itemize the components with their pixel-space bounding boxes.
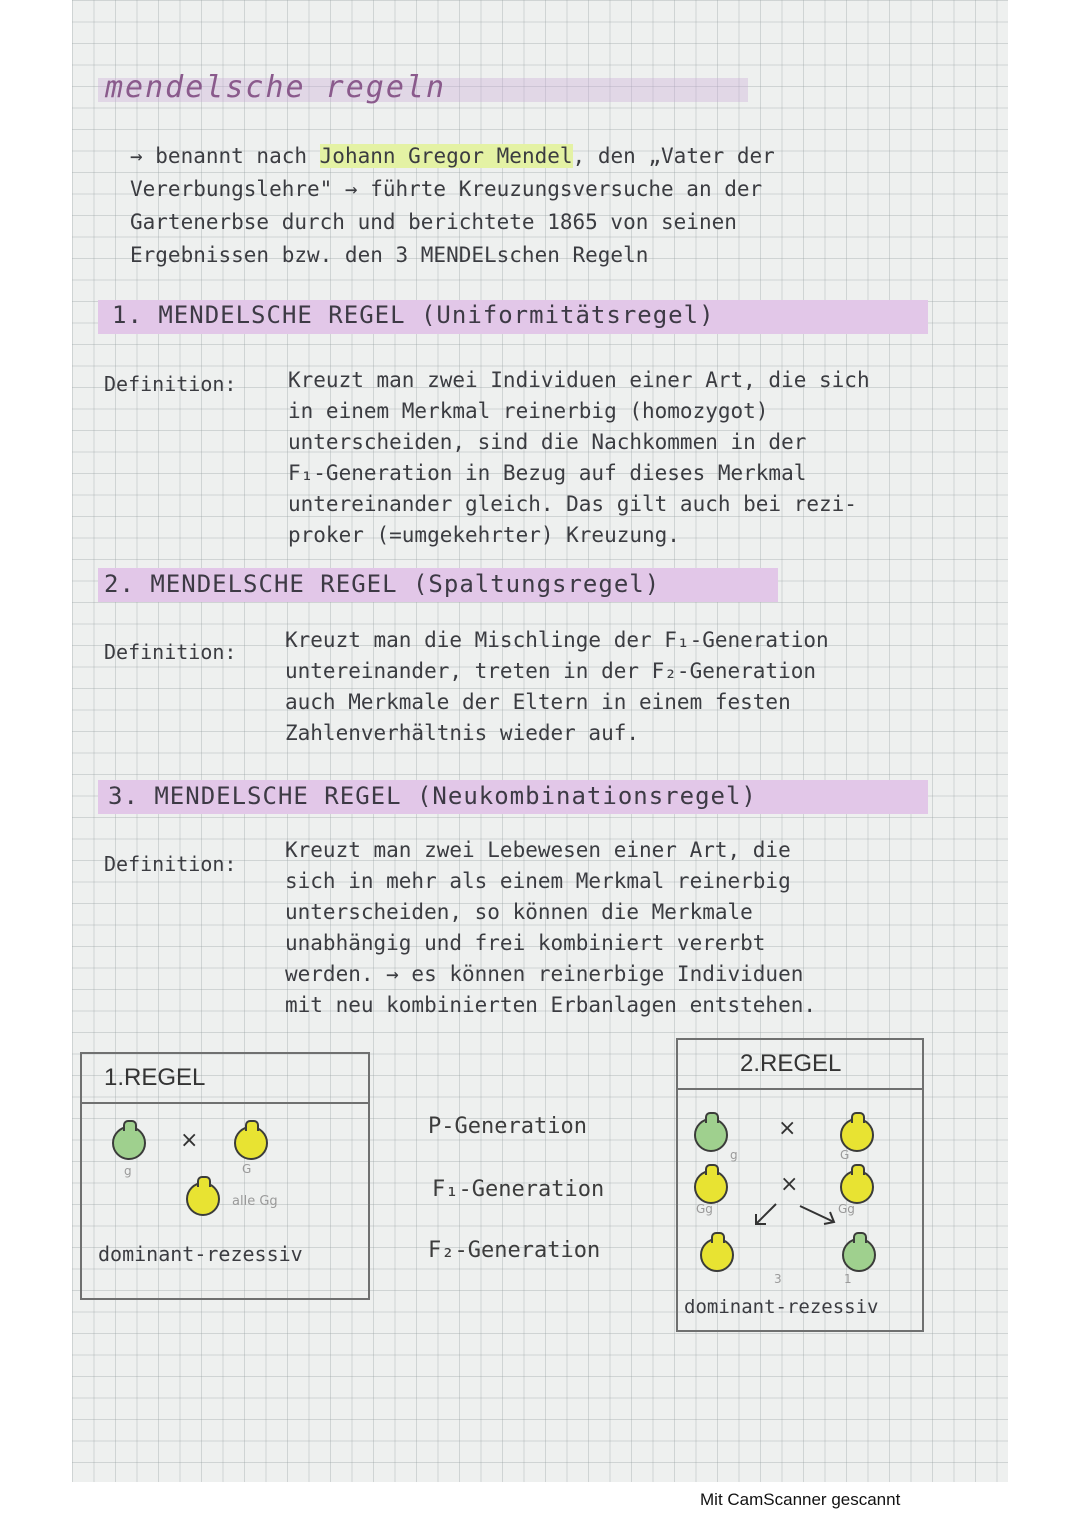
box1-title: 1.REGEL: [104, 1064, 206, 1091]
genotype-label: G: [242, 1162, 252, 1176]
rule2-definition: [285, 625, 829, 749]
green-pea-icon: [842, 1238, 876, 1272]
scanner-footer: Mit CamScanner gescannt: [700, 1490, 901, 1509]
definition-line: untereinander, treten in der F₂-Generation: [285, 659, 817, 683]
definition-line: Kreuzt man zwei Individuen einer Art, die sich: [288, 368, 870, 392]
p-generation-label: P-Generation: [428, 1114, 587, 1139]
definition-line: untereinander gleich. Das gilt auch bei rezi-: [288, 492, 857, 516]
intro-paragraph: [130, 140, 775, 272]
definition-line: sich in mehr als einem Merkmal reinerbig: [285, 869, 791, 893]
definition-line: unterscheiden, sind die Nachkommen in der: [288, 430, 807, 454]
rule1-title: 1. MENDELSCHE REGEL (Uniformitätsregel): [112, 301, 715, 329]
box2-caption: dominant-rezessiv: [684, 1296, 879, 1318]
genotype-label: Gg: [838, 1202, 855, 1216]
genotype-label: G: [840, 1148, 850, 1162]
yellow-pea-icon: [234, 1126, 268, 1160]
green-pea-icon: [112, 1126, 146, 1160]
f2-generation-label: F₂-Generation: [428, 1238, 601, 1263]
definition-line: proker (=umgekehrter) Kreuzung.: [288, 523, 680, 547]
offspring-label: alle Gg: [232, 1194, 278, 1209]
yellow-pea-icon: [840, 1170, 874, 1204]
rule3-title: 3. MENDELSCHE REGEL (Neukombinationsregel): [108, 782, 757, 810]
intro-line: Ergebnissen bzw. den 3 MENDELschen Regeln: [130, 243, 649, 267]
definition-line: unabhängig und frei kombiniert vererbt: [285, 931, 766, 955]
rule2-diagram-box: [676, 1038, 924, 1332]
cross-symbol: ×: [778, 1116, 797, 1141]
ratio-recessive: 1: [844, 1272, 852, 1286]
rule1-definition-label: Definition:: [104, 372, 237, 396]
cross-symbol: ×: [780, 1172, 799, 1197]
ratio-dominant: 3: [774, 1272, 782, 1286]
rule2-title: 2. MENDELSCHE REGEL (Spaltungsregel): [104, 570, 661, 598]
genotype-label: g: [730, 1148, 738, 1162]
rule1-definition: [288, 365, 870, 551]
intro-line: Gartenerbse durch und berichtete 1865 von seinen: [130, 210, 737, 234]
mendel-name-highlight: Johann Gregor Mendel: [319, 144, 573, 168]
definition-line: werden. → es können reinerbige Individuen: [285, 962, 804, 986]
rule2-definition-label: Definition:: [104, 640, 237, 664]
yellow-pea-icon: [694, 1170, 728, 1204]
rule1-diagram-box: [80, 1052, 370, 1300]
definition-line: F₁-Generation in Bezug auf dieses Merkmal: [288, 461, 807, 485]
intro-text: , den „Vater der: [572, 144, 775, 168]
definition-line: Kreuzt man zwei Lebewesen einer Art, die: [285, 838, 791, 862]
page-title: mendelsche regeln: [105, 70, 447, 105]
definition-line: Zahlenverhältnis wieder auf.: [285, 721, 640, 745]
box2-title: 2.REGEL: [740, 1050, 842, 1077]
rule3-definition-label: Definition:: [104, 852, 237, 876]
definition-line: unterscheiden, so können die Merkmale: [285, 900, 753, 924]
f1-generation-label: F₁-Generation: [432, 1177, 605, 1202]
yellow-pea-icon: [186, 1182, 220, 1216]
intro-text: → benannt nach: [130, 144, 320, 168]
genotype-label: Gg: [696, 1202, 713, 1216]
genotype-label: g: [124, 1164, 132, 1178]
definition-line: in einem Merkmal reinerbig (homozygot): [288, 399, 769, 423]
cross-symbol: ×: [180, 1128, 199, 1153]
intro-line: Vererbungslehre" → führte Kreuzungsversuche an der: [130, 177, 763, 201]
yellow-pea-icon: [700, 1238, 734, 1272]
definition-line: mit neu kombinierten Erbanlagen entstehen.: [285, 993, 817, 1017]
definition-line: Kreuzt man die Mischlinge der F₁-Generation: [285, 628, 829, 652]
rule3-definition: [285, 835, 816, 1021]
definition-line: auch Merkmale der Eltern in einem festen: [285, 690, 791, 714]
box1-caption: dominant-rezessiv: [98, 1242, 303, 1266]
green-pea-icon: [694, 1118, 728, 1152]
yellow-pea-icon: [840, 1118, 874, 1152]
